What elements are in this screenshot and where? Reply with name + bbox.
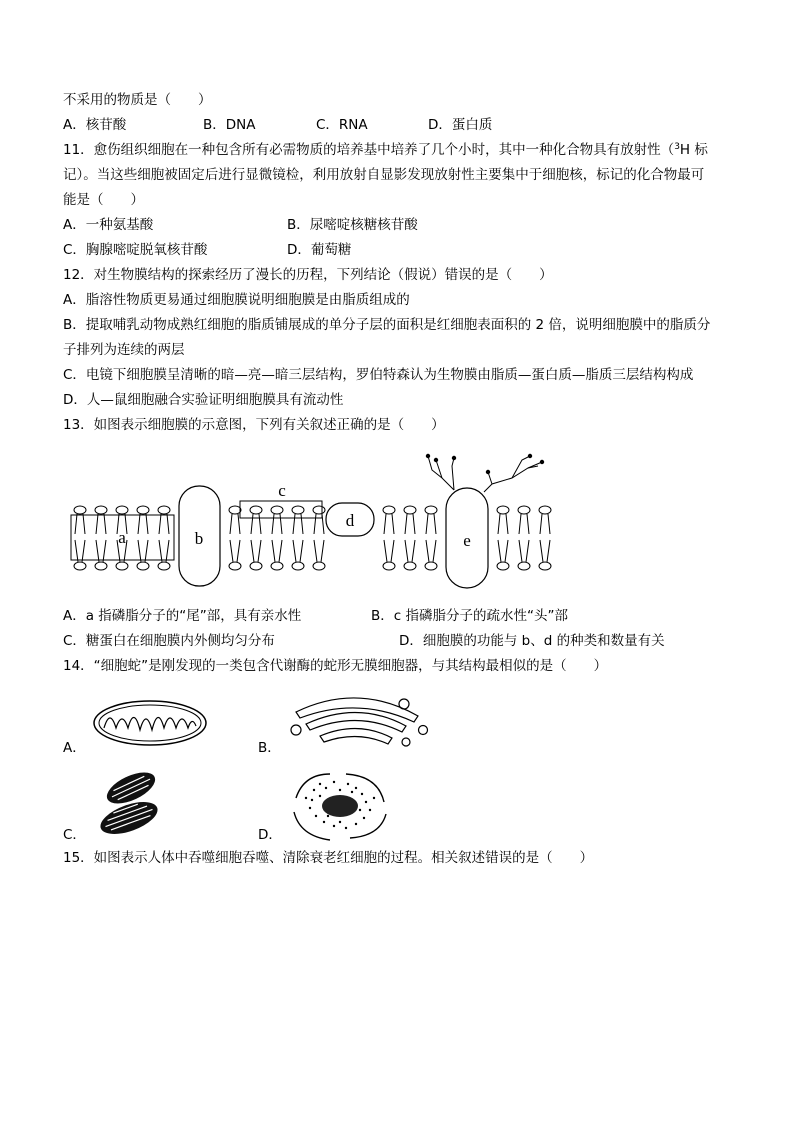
lipid-head-outer	[250, 506, 262, 514]
lipid-tail-inner	[540, 540, 550, 562]
lipid-tail-outer	[498, 514, 508, 534]
lipid-tail-outer	[540, 514, 550, 534]
lipid-head-inner	[383, 562, 395, 570]
q14-option-b: B．	[258, 740, 281, 756]
q13-option-b: B．c 指磷脂分子的疏水性“头”部	[371, 608, 568, 624]
lipid-head-inner	[74, 562, 86, 570]
q11-option-d: D．葡萄糖	[287, 242, 352, 258]
q11-stem-line1: 11．愈伤组织细胞在一种包含所有必需物质的培养基中培养了几个小时，其中一种化合物具有放射性（$^3$H 标	[63, 142, 708, 158]
q11-option-b: B．尿嘧啶核糖核苷酸	[287, 217, 418, 233]
label-e: e	[463, 531, 471, 550]
lipid-head-outer	[292, 506, 304, 514]
lipid-head-inner	[271, 562, 283, 570]
lipid-tail-inner	[138, 540, 148, 562]
q12-option-b-line1: B．提取哺乳动物成熟红细胞的脂质铺展成的单分子层的面积是红细胞表面积的 2 倍，说明细胞膜中的脂质分	[63, 317, 711, 333]
chloroplast-pair-icon	[96, 768, 166, 838]
lipid-head-inner	[137, 562, 149, 570]
lipid-head-inner	[158, 562, 170, 570]
q13-option-d: D．细胞膜的功能与 b、d 的种类和数量有关	[399, 633, 665, 649]
lipid-head-inner	[116, 562, 128, 570]
label-c: c	[278, 481, 286, 500]
q15-stem: 15．如图表示人体中吞噬细胞吞噬、清除衰老红细胞的过程。相关叙述错误的是（ ）	[63, 850, 594, 866]
lipid-head-outer	[116, 506, 128, 514]
q10-option-d: D．蛋白质	[428, 117, 493, 133]
lipid-head-inner	[313, 562, 325, 570]
lipid-head-inner	[539, 562, 551, 570]
lipid-tail-inner	[519, 540, 529, 562]
q14-stem: 14．“细胞蛇”是刚发现的一类包含代谢酶的蛇形无膜细胞器，与其结构最相似的是（ ）	[63, 658, 608, 674]
q12-option-d: D．人—鼠细胞融合实验证明细胞膜具有流动性	[63, 392, 344, 408]
glyco-dots	[426, 454, 544, 474]
q13-option-c: C．糖蛋白在细胞膜内外侧均匀分布	[63, 633, 275, 649]
lipid-head-outer	[518, 506, 530, 514]
mitochondrion-icon	[90, 698, 210, 748]
lipid-tail-inner	[75, 540, 85, 562]
q11-option-a: A．一种氨基酸	[63, 217, 154, 233]
lipid-head-outer	[74, 506, 86, 514]
lipid-head-inner	[250, 562, 262, 570]
lipid-tail-outer	[230, 514, 240, 534]
lipid-head-outer	[229, 506, 241, 514]
q13-option-a: A．a 指磷脂分子的“尾”部，具有亲水性	[63, 608, 302, 624]
q14-option-c: C．	[63, 827, 86, 843]
label-a: a	[118, 528, 126, 547]
lipid-tail-inner	[272, 540, 282, 562]
lipid-tail-inner	[251, 540, 261, 562]
membrane-diagram	[60, 448, 560, 598]
lipid-tail-inner	[314, 540, 324, 562]
lipid-tail-outer	[519, 514, 529, 534]
label-d: d	[345, 511, 355, 530]
q11-stem-line3: 能是（ ）	[63, 192, 144, 208]
lipid-tail-inner	[159, 540, 169, 562]
q14-option-d: D．	[258, 827, 282, 843]
q11-stem-line2: 记）。当这些细胞被固定后进行显微镜检，利用放射自显影发现放射性主要集中于细胞核，标记的化合物最可	[63, 167, 705, 183]
centrosome-nucleus-icon	[290, 768, 390, 843]
lipid-head-outer	[313, 506, 325, 514]
q12-option-c: C．电镜下细胞膜呈清晰的暗—亮—暗三层结构，罗伯特森认为生物膜由脂质—蛋白质—脂质三层结构构成	[63, 367, 694, 383]
q10-option-a: A．核苷酸	[63, 117, 127, 133]
lipid-head-outer	[271, 506, 283, 514]
q14-option-a: A．	[63, 740, 86, 756]
q10-option-b: B．DNA	[203, 117, 256, 133]
lipid-tail-outer	[384, 514, 394, 534]
glycoprotein-chains	[428, 456, 542, 492]
lipid-head-outer	[158, 506, 170, 514]
lipid-head-inner	[425, 562, 437, 570]
lipid-head-inner	[95, 562, 107, 570]
lipid-head-outer	[404, 506, 416, 514]
lipid-tail-inner	[426, 540, 436, 562]
lipid-head-outer	[137, 506, 149, 514]
q13-stem: 13．如图表示细胞膜的示意图，下列有关叙述正确的是（ ）	[63, 417, 445, 433]
lipid-tail-outer	[138, 514, 148, 534]
golgi-apparatus-icon	[286, 690, 436, 750]
lipid-head-inner	[292, 562, 304, 570]
lipid-head-outer	[539, 506, 551, 514]
q12-option-b-line2: 子排列为连续的两层	[63, 342, 185, 358]
lipid-head-inner	[404, 562, 416, 570]
q10-stem-end: 不采用的物质是（ ）	[63, 92, 212, 108]
lipid-head-inner	[497, 562, 509, 570]
q11-superscript: 3	[674, 142, 680, 152]
lipid-tail-outer	[405, 514, 415, 534]
lipid-head-outer	[383, 506, 395, 514]
lipid-tail-outer	[96, 514, 106, 534]
lipid-tail-inner	[96, 540, 106, 562]
lipid-tail-inner	[498, 540, 508, 562]
lipid-tail-outer	[159, 514, 169, 534]
lipid-tail-outer	[251, 514, 261, 534]
lipid-tail-inner	[230, 540, 240, 562]
lipid-tail-outer	[272, 514, 282, 534]
q10-option-c: C．RNA	[316, 117, 368, 133]
lipid-tail-inner	[405, 540, 415, 562]
lipid-head-inner	[229, 562, 241, 570]
lipid-tail-outer	[293, 514, 303, 534]
q12-stem: 12．对生物膜结构的探索经历了漫长的历程，下列结论（假说）错误的是（ ）	[63, 267, 553, 283]
q12-option-a: A．脂溶性物质更易通过细胞膜说明细胞膜是由脂质组成的	[63, 292, 410, 308]
lipid-head-outer	[497, 506, 509, 514]
lipid-head-inner	[518, 562, 530, 570]
lipid-head-outer	[425, 506, 437, 514]
lipid-tail-outer	[75, 514, 85, 534]
q11-option-c: C．胸腺嘧啶脱氧核苷酸	[63, 242, 208, 258]
lipid-head-outer	[95, 506, 107, 514]
lipid-tail-outer	[426, 514, 436, 534]
lipid-tail-inner	[293, 540, 303, 562]
label-b: b	[194, 529, 204, 548]
lipid-tail-inner	[384, 540, 394, 562]
